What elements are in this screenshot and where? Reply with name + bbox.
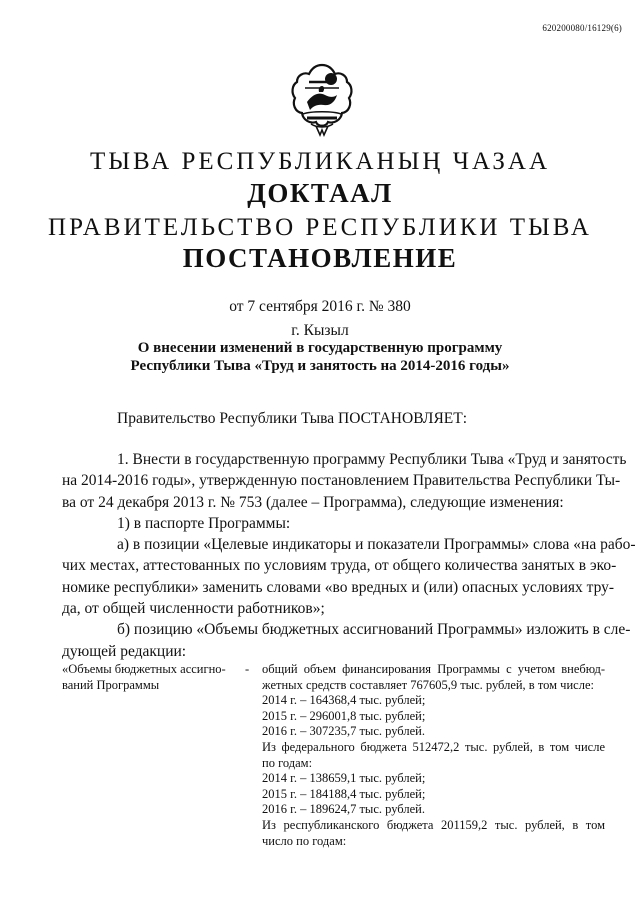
table-right-line: число по годам: [262,833,347,848]
table-right-line: 2016 г. – 189624,7 тыс. рублей. [262,802,425,817]
document-number: 620200080/16129(6) [542,23,622,33]
date-line: от 7 сентября 2016 г. № 380 [229,298,411,315]
table-right-line: Из республиканского бюджета 201159,2 тыс. рублей, в том [262,817,605,832]
table-right-line: 2014 г. – 138659,1 тыс. рублей; [262,771,426,786]
paragraph-line: на 2014-2016 годы», утвержденную постановлением Правительства Республики Ты- [62,472,621,490]
table-right-cell [262,662,605,849]
table-left-line: ваний Программы [62,677,160,692]
preamble-text: Правительство Республики Тыва ПОСТАНОВЛЯЕТ: [117,410,468,427]
document-title-line-2: Республики Тыва «Труд и занятость на 2014-2016 годы» [130,358,510,374]
paragraph-line: 1) в паспорте Программы: [117,514,291,532]
paragraph-line: чих местах, аттестованных по условиям труда, от общего количества занятых в эко- [62,557,617,575]
paragraph-line: дующей редакции: [62,642,187,660]
header-government: ПРАВИТЕЛЬСТВО РЕСПУБЛИКИ ТЫВА [48,214,592,241]
table-right-line: 2015 г. – 184188,4 тыс. рублей; [262,786,426,801]
paragraph-line: б) позицию «Объемы бюджетных ассигнований Программы» изложить в сле- [117,621,631,639]
city-line: г. Кызыл [291,322,349,339]
header-doktaal: ДОКТААЛ [247,178,393,208]
document-title-line-1: О внесении изменений в государственную программу [137,340,503,356]
header-tyva-government: ТЫВА РЕСПУБЛИКАНЫҢ ЧАЗАА [89,148,551,175]
table-right-line: Из федерального бюджета 512472,2 тыс. рублей, в том числе [262,739,605,754]
table-right-line: 2016 г. – 307235,7 тыс. рублей. [262,724,425,739]
table-right-line: жетных средств составляет 767605,9 тыс. рублей, в том числе: [262,677,594,692]
tyva-coat-of-arms-emblem [289,62,355,138]
header-postanovlenie: ПОСТАНОВЛЕНИЕ [182,243,458,273]
table-left-line: «Объемы бюджетных ассигно- [62,662,226,676]
table-right-line: общий объем финансирования Программы с учетом внебюд- [262,662,605,676]
paragraph-line: номике республики» заменить словами «во вредных и (или) опасных условиях тру- [62,578,615,596]
body-paragraphs [62,449,636,662]
paragraph-line: да, от общей численности работников»; [62,600,325,618]
paragraph-line: 1. Внести в государственную программу Республики Тыва «Труд и занятость [117,451,627,468]
paragraph-line: а) в позиции «Целевые индикаторы и показатели Программы» слова «на рабо- [117,536,636,554]
table-right-line: 2015 г. – 296001,8 тыс. рублей; [262,708,426,723]
table-right-line: 2014 г. – 164368,4 тыс. рублей; [262,693,426,708]
paragraph-line: ва от 24 декабря 2013 г. № 753 (далее – Программа), следующие изменения: [62,493,564,511]
preamble [62,408,598,429]
table-dash: - [245,662,250,676]
table-left-cell [62,662,242,693]
table-right-line: по годам: [262,755,313,770]
